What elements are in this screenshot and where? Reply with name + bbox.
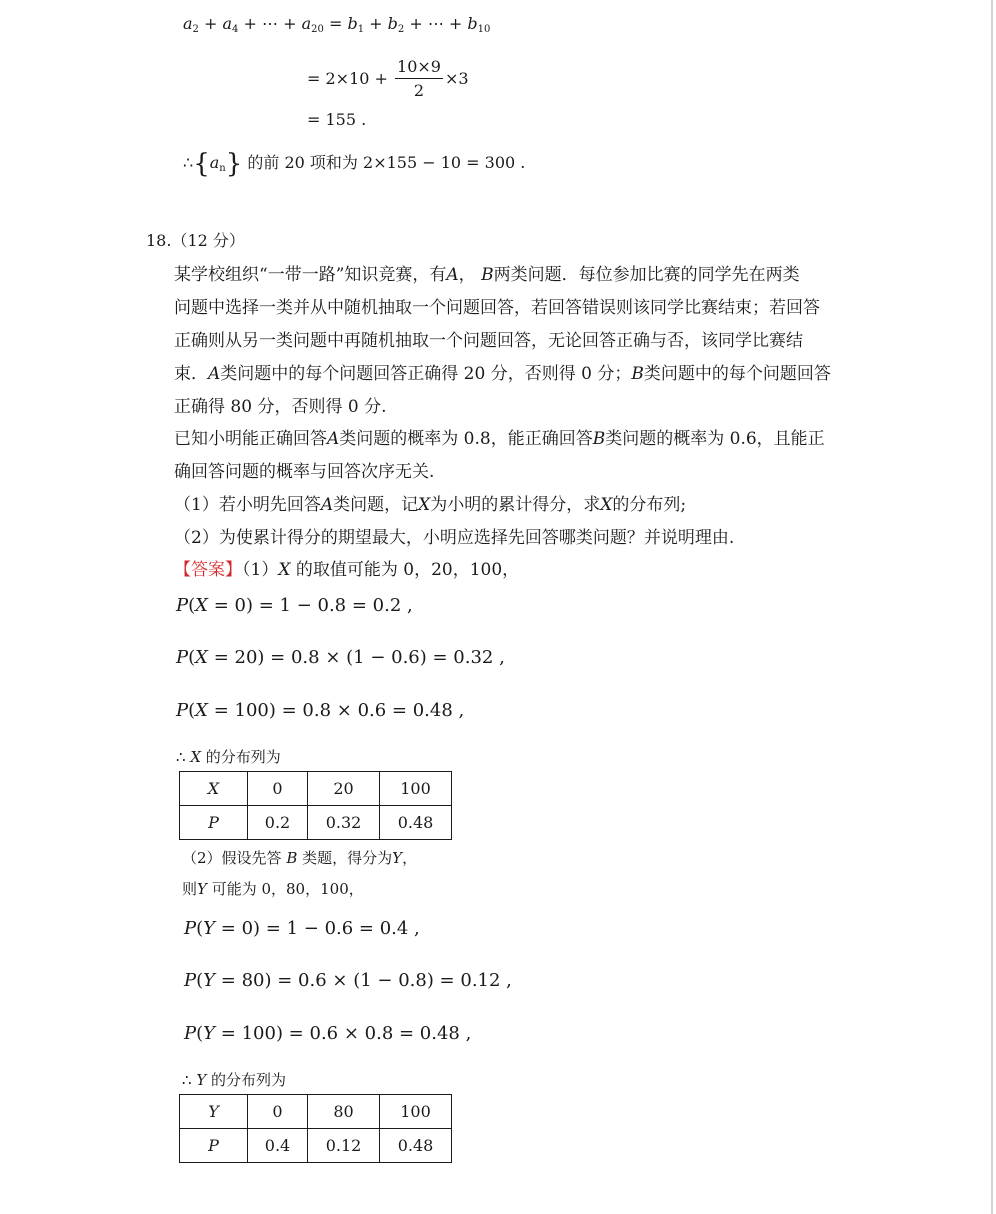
problem-text-line-3: 正确则从另一类问题中再随机抽取一个问题回答，无论回答正确与否，该同学比赛结 (174, 331, 803, 351)
problem-text-line-4: 束．A类问题中的每个问题回答正确得 20 分，否则得 0 分；B类问题中的每个问题回答 (174, 364, 831, 384)
prob-y-100: P(Y = 100) = 0.6 × 0.8 = 0.48 , (184, 1023, 472, 1044)
sum-line-3: = 155 . (307, 110, 367, 129)
table-row (180, 1095, 452, 1129)
problem-text-line-6: 已知小明能正确回答A类问题的概率为 0.8，能正确回答B类问题的概率为 0.6，且能正 (174, 429, 825, 449)
table-cell: 100 (380, 1095, 452, 1129)
table-cell: 0.2 (248, 806, 308, 840)
prob-x-20: P(X = 20) = 0.8 × (1 − 0.6) = 0.32 , (176, 647, 505, 668)
y-dist-caption: ∴ Y 的分布列为 (182, 1071, 287, 1089)
answer-tag: 【答案】 (174, 560, 242, 580)
table-cell: 0.4 (248, 1129, 308, 1163)
question-2: （2）为使累计得分的期望最大，小明应选择先回答哪类问题？并说明理由. (174, 528, 735, 548)
answer-part-1: 【答案】（1）X 的取值可能为 0，20，100， (174, 560, 520, 580)
table-cell: 0.12 (308, 1129, 380, 1163)
problem-text-line-2: 问题中选择一类并从中随机抽取一个问题回答，若回答错误则该同学比赛结束；若回答 (174, 298, 820, 318)
prob-x-0: P(X = 0) = 1 − 0.8 = 0.2 , (176, 595, 413, 616)
problem-number: 18.（12 分） (146, 231, 245, 250)
prob-x-100: P(X = 100) = 0.8 × 0.6 = 0.48 , (176, 700, 465, 721)
problem-text-line-1: 某学校组织“一带一路”知识竞赛，有A， B两类问题．每位参加比赛的同学先在两类 (174, 265, 800, 285)
table-cell: P (180, 806, 248, 840)
table-cell: Y (180, 1095, 248, 1129)
prob-y-0: P(Y = 0) = 1 − 0.6 = 0.4 , (184, 918, 420, 939)
sum-line-1: $a_2 + a_4$ + ⋯ + $a_{20} = b_1 + b_2$ + ⋯ + $b_{10}$ (183, 14, 491, 35)
table-row (180, 806, 452, 840)
x-distribution-table (179, 771, 452, 840)
sum-conclusion: $\therefore\{a_n\}$ 的前 20 项和为 2×155 − 10 = 300 . (183, 149, 526, 179)
y-distribution-table (179, 1094, 452, 1163)
table-cell: 0.48 (380, 1129, 452, 1163)
problem-text-line-7: 确回答问题的概率与回答次序无关. (174, 462, 435, 482)
answer-part-2-line-2: 则Y 可能为 0，80，100， (182, 880, 364, 898)
table-cell: 80 (308, 1095, 380, 1129)
table-cell: 20 (308, 772, 380, 806)
table-cell: 0.32 (308, 806, 380, 840)
table-cell: 100 (380, 772, 452, 806)
question-1: （1）若小明先回答A类问题，记X为小明的累计得分，求X的分布列; (174, 495, 687, 515)
page-edge (991, 0, 993, 1214)
table-cell: 0.48 (380, 806, 452, 840)
prob-y-80: P(Y = 80) = 0.6 × (1 − 0.8) = 0.12 , (184, 970, 512, 991)
table-cell: 0 (248, 1095, 308, 1129)
table-cell: P (180, 1129, 248, 1163)
fraction: $\frac{10\times 9}{2}$ (397, 57, 441, 100)
answer-part-2: （2）假设先答 B 类题，得分为Y， (182, 849, 418, 867)
table-cell: X (180, 772, 248, 806)
table-cell: 0 (248, 772, 308, 806)
sum-line-2: = 2×10 + $\frac{10\times 9}{2}$ ×3 (307, 56, 469, 103)
table-row (180, 1129, 452, 1163)
problem-text-line-5: 正确得 80 分，否则得 0 分. (174, 397, 387, 417)
x-dist-caption: ∴ X 的分布列为 (176, 748, 281, 766)
table-row (180, 772, 452, 806)
